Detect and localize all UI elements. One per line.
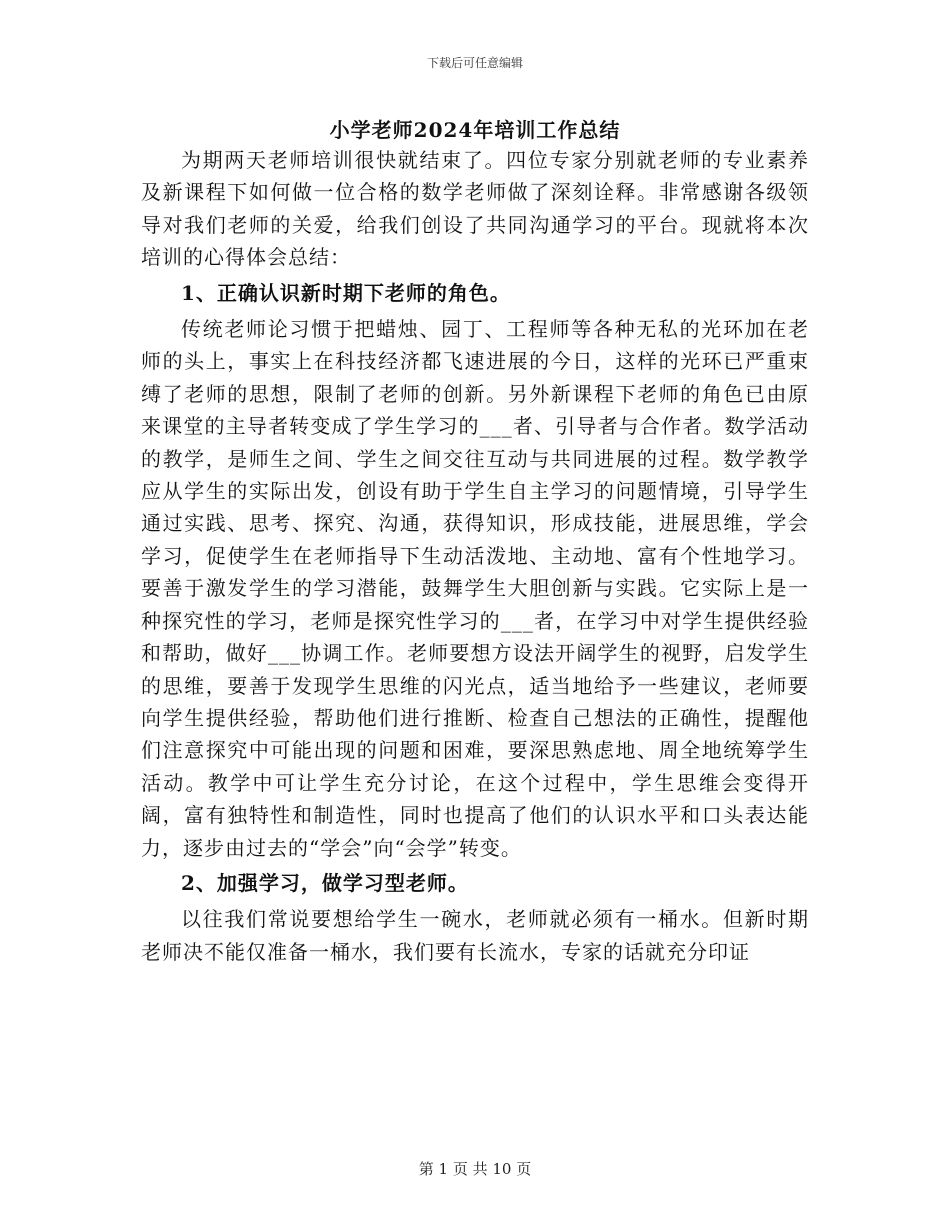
section-1-heading: 1、正确认识新时期下老师的角色。 <box>181 280 511 305</box>
document-body <box>141 144 809 968</box>
intro-paragraph: 为期两天老师培训很快就结束了。四位专家分别就老师的专业素养及新课程下如何做一位合格的数学老师做了深刻诠释。非常感谢各级领导对我们老师的关爱，给我们创设了共同沟通学习的平台。现就将本次培训的心得体会总结： <box>141 148 809 270</box>
section-2-paragraph: 以往我们常说要想给学生一碗水，老师就必须有一桶水。但新时期老师决不能仅准备一桶水，我们要有长流水，专家的话就充分印证 <box>141 907 809 964</box>
section-2-heading: 2、加强学习，做学习型老师。 <box>181 870 469 895</box>
section-1-paragraph: 传统老师论习惯于把蜡烛、园丁、工程师等各种无私的光环加在老师的头上，事实上在科技经济都飞速进展的今日，这样的光环已严重束缚了老师的思想，限制了老师的创新。另外新课程下老师的角色已由原来课堂的主导者转变成了学生学习的___者、引导者与合作者。数学活动的教学，是师生之间、学生之间交往互动与共同进展的过程。数学教学应从学生的实际出发，创设有助于学生自主学习的问题情境，引导学生通过实践、思考、探究、沟通，获得知识，形成技能，进展思维，学会学习，促使学生在老师指导下生动活泼地、主动地、富有个性地学习。要善于激发学生的学习潜能，鼓舞学生大胆创新与实践。它实际上是一种探究性的学习，老师是探究性学习的___者，在学习中对学生提供经验和帮助，做好___协调工作。老师要想方设法开阔学生的视野，启发学生的思维，要善于发现学生思维的闪光点，适当地给予一些建议，老师要向学生提供经验，帮助他们进行推断、检查自己想法的正确性，提醒他们注意探究中可能出现的问题和困难，要深思熟虑地、周全地统筹学生活动。教学中可让学生充分讨论，在这个过程中，学生思维会变得开阔，富有独特性和制造性，同时也提高了他们的认识水平和口头表达能力，逐步由过去的“学会”向“会学”转变。 <box>141 317 809 860</box>
page-header-note: 下载后可任意编辑 <box>426 56 523 70</box>
page-title: 小学老师2024年培训工作总结 <box>329 118 621 142</box>
page-number: 第 1 页 共 10 页 <box>418 1160 532 1178</box>
